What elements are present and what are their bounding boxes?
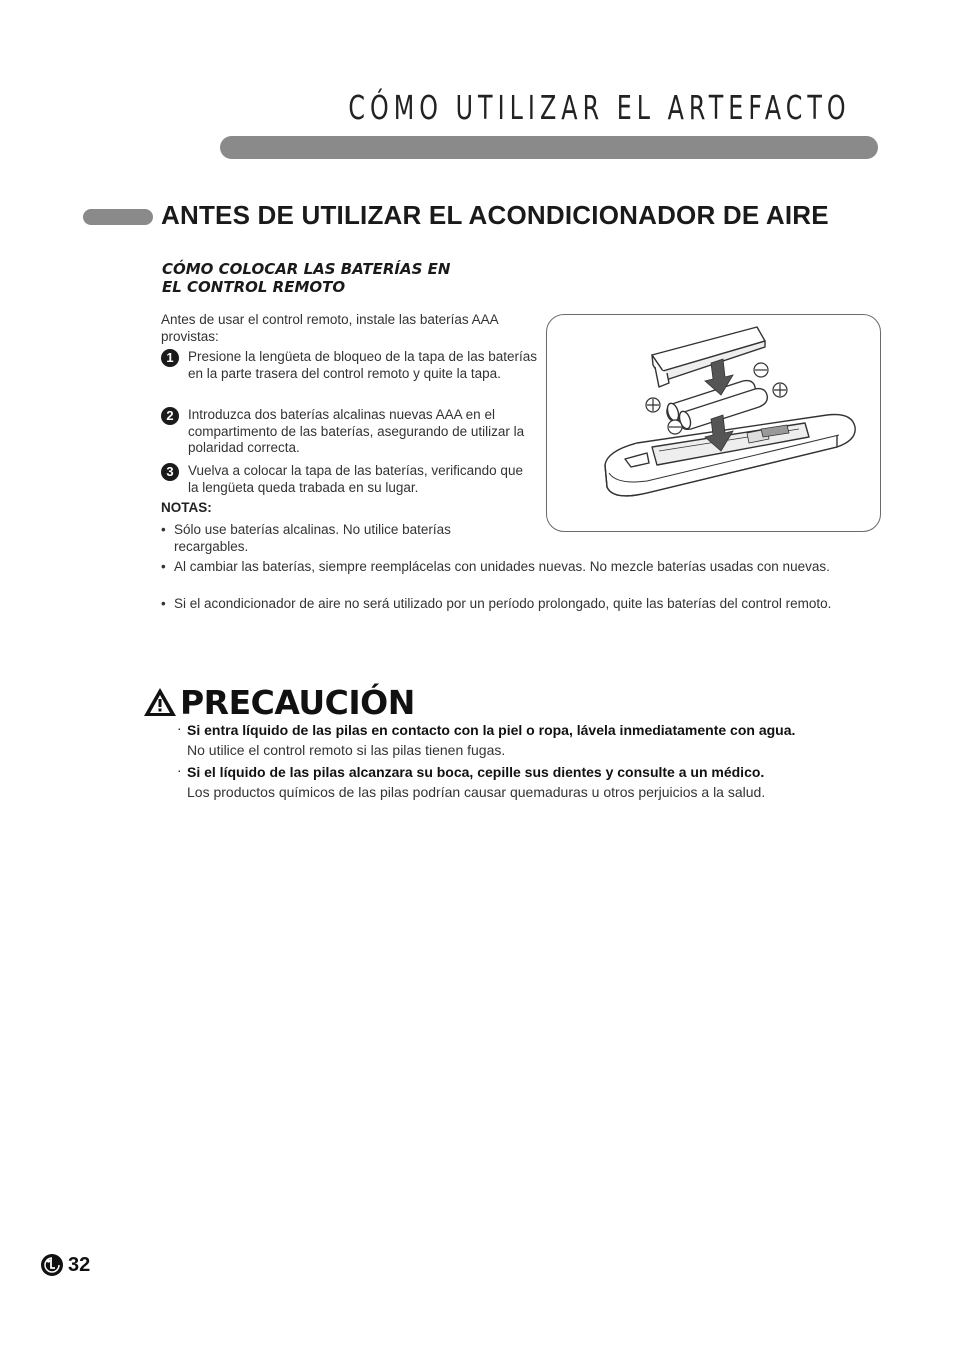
caution-bold-1: Si entra líquido de las pilas en contacto con la piel o ropa, lávela inmediatamente con agua. (187, 722, 796, 738)
battery-cover-icon (652, 327, 765, 387)
note-bullet: • (161, 596, 166, 611)
note-item-3 (161, 596, 851, 613)
step-text-3: Vuelva a colocar la tapa de las baterías, verificando que la lengüeta queda trabada en su lugar. (188, 463, 523, 495)
section-pill (83, 209, 153, 225)
step-text-2: Introduzca dos baterías alcalinas nuevas AAA en el compartimento de las baterías, asegurando de utilizar la polaridad correcta. (188, 407, 525, 455)
section-title: ANTES DE UTILIZAR EL ACONDICIONADOR DE AIRE (161, 200, 829, 230)
battery-illustration (546, 314, 881, 532)
caution-dot: · (177, 762, 182, 778)
chapter-title: CÓMO UTILIZAR EL ARTEFACTO (348, 88, 851, 127)
caution-heading (142, 682, 415, 722)
caution-bold-2: Si el líquido de las pilas alcanzara su boca, cepille sus dientes y consulte a un médico. (187, 764, 765, 780)
caution-normal-2: Los productos químicos de las pilas podrían causar quemaduras u otros perjuicios a la salud. (187, 784, 766, 800)
page-footer (40, 1253, 90, 1277)
caution-title: PRECAUCIÓN (180, 682, 415, 722)
notes-label: NOTAS: (161, 500, 212, 515)
note-bullet: • (161, 522, 166, 537)
warning-triangle-icon (142, 686, 178, 718)
caution-item-1 (177, 720, 857, 761)
step-3 (161, 463, 541, 496)
step-number-1: 1 (161, 349, 179, 367)
caution-normal-1: No utilice el control remoto si las pilas tienen fugas. (187, 742, 506, 758)
note-item-2 (161, 559, 851, 576)
sub-heading (162, 260, 522, 296)
note-text-3: Si el acondicionador de aire no será utilizado por un período prolongado, quite las baterías del control remoto. (174, 596, 832, 611)
sub-heading-line-2: EL CONTROL REMOTO (162, 278, 346, 296)
chapter-bar (220, 136, 878, 159)
step-1 (161, 349, 541, 382)
lg-logo-icon (40, 1253, 64, 1277)
note-text-2: Al cambiar las baterías, siempre reemplácelas con unidades nuevas. No mezcle baterías usadas con nuevas. (174, 559, 830, 574)
note-item-1 (161, 522, 491, 555)
page-number: 32 (68, 1253, 91, 1276)
intro-text: Antes de usar el control remoto, instale las baterías AAA provistas: (161, 312, 498, 344)
step-number-3: 3 (161, 463, 179, 481)
remote-battery-diagram (547, 315, 880, 531)
step-text-1: Presione la lengüeta de bloqueo de la tapa de las baterías en la parte trasera del control remoto y quite la tapa. (188, 349, 538, 381)
step-number-2: 2 (161, 407, 179, 425)
note-text-1: Sólo use baterías alcalinas. No utilice baterías recargables. (174, 522, 451, 554)
sub-heading-line-1: CÓMO COLOCAR LAS BATERÍAS EN (162, 260, 451, 278)
step-2 (161, 407, 541, 457)
caution-dot: · (177, 720, 182, 736)
note-bullet: • (161, 559, 166, 574)
remote-control-icon (605, 415, 855, 496)
caution-item-2 (177, 762, 857, 803)
